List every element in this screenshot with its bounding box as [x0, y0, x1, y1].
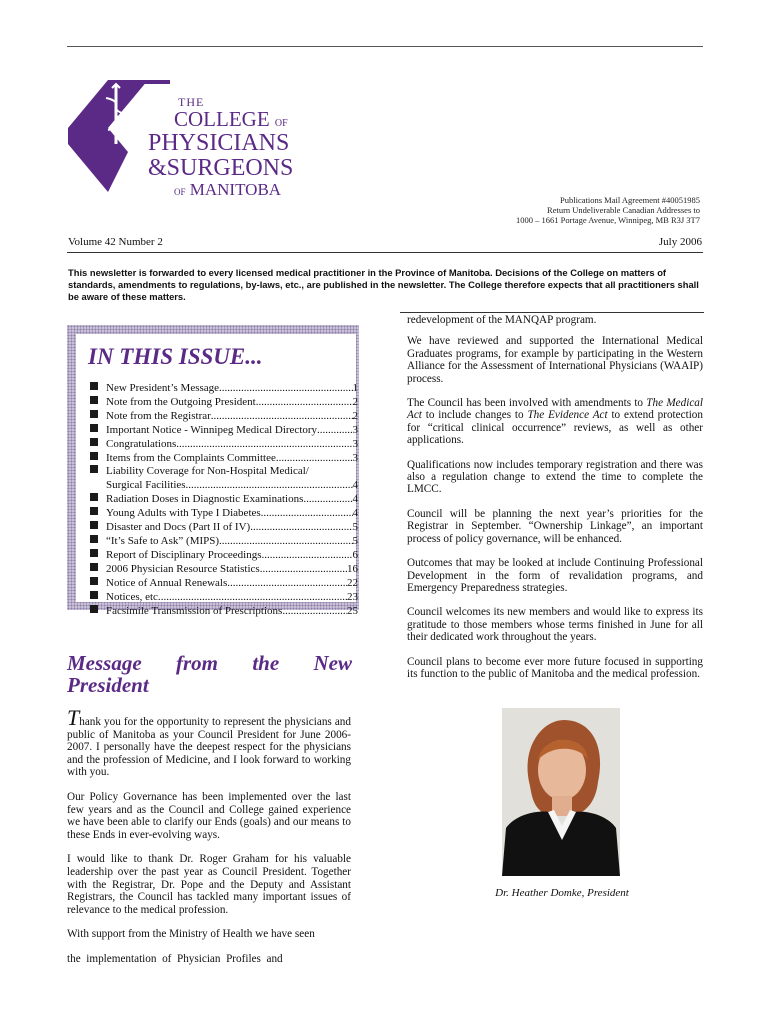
contents-item: [90, 605, 358, 619]
message-paragraph-4: With support from the Ministry of Health we have seen: [67, 928, 315, 941]
bullet-icon: [90, 410, 98, 418]
contents-item-page: 3: [352, 423, 358, 436]
contents-item-title: Radiation Doses in Diagnostic Examinations: [106, 493, 304, 506]
contents-item-page: 22: [347, 576, 358, 589]
right-paragraph-6: Council welcomes its new members and would like to express its gratitude to those members whose terms finished in June for all their dedicated work throughout the years.: [407, 606, 703, 644]
contents-item-title: Note from the Registrar: [106, 409, 211, 422]
logo-the: THE: [178, 95, 205, 109]
dot-leader: [161, 591, 347, 605]
column-rule: [400, 312, 704, 313]
contents-item-page: 5: [352, 521, 358, 534]
mail-agreement: Publications Mail Agreement #40051985 Return Undeliverable Canadian Addresses to 1000 – 1661 Portage Avenue, Winnipeg, MB R3J 3T7: [516, 195, 700, 225]
message-paragraph-3: I would like to thank Dr. Roger Graham for his valuable leadership over the past year as Council President. Together with the Registrar, Dr. Pope and the Deputy and Assistant Registrars, the Council has tackled many important issues of relevance to the medical profession.: [67, 853, 351, 916]
dot-leader: [219, 535, 352, 549]
contents-item: [90, 549, 358, 563]
contents-item: [90, 424, 358, 438]
dot-leader: [250, 521, 352, 535]
message-heading: Message from the New President: [67, 651, 352, 697]
contents-item: [90, 577, 358, 591]
bullet-icon: [90, 396, 98, 404]
bullet-icon: [90, 465, 98, 473]
dot-leader: [256, 396, 353, 410]
contents-list: [90, 382, 358, 618]
contents-item-title: Congratulations: [106, 437, 177, 450]
contents-item-title: New President’s Message: [106, 382, 220, 394]
dot-leader: [276, 452, 353, 466]
volume-number: Volume 42 Number 2: [68, 236, 163, 248]
contents-title: IN THIS ISSUE...: [88, 344, 263, 369]
bullet-icon: [90, 452, 98, 460]
contents-item-page: 3: [352, 437, 358, 450]
photo-caption: Dr. Heather Domke, President: [495, 887, 629, 899]
right-paragraph-1: We have reviewed and supported the International Medical Graduates programs, for example by participating in the Western Alliance for the Assessment of International Physicians (WAAIP) process.: [407, 335, 703, 385]
contents-item: [90, 382, 358, 396]
right-column-body: [407, 314, 703, 692]
right-paragraph-5: Outcomes that may be looked at include Continuing Professional Development in the form of revalidation programs, and Emergency Preparedness strategies.: [407, 557, 703, 594]
logo-surgeons: &SURGEONS: [148, 155, 294, 181]
bullet-icon: [90, 438, 98, 446]
contents-item: [90, 493, 358, 507]
contents-item-title: Notices, etc.: [106, 590, 161, 603]
contents-item-page: 23: [347, 590, 358, 603]
president-photo: [502, 708, 620, 876]
dot-leader: [317, 424, 352, 438]
contents-item: [90, 479, 358, 493]
contents-item-page: 16: [347, 562, 358, 575]
contents-item-title: Note from the Outgoing President: [106, 395, 256, 408]
contents-item: [90, 591, 358, 605]
right-paragraph-3: Qualifications now includes temporary registration and there was also a regulation change to extend the time to complete the LMCC.: [407, 458, 703, 496]
contents-item-page: 2: [352, 395, 358, 408]
right-paragraph-2: The Council has been involved with amendments to The Medical Act to include changes to The Evidence Act to extend protection for “critical clinical occurrence” reviews, as well as other applications.: [407, 397, 704, 447]
contents-item-title: Items from the Complaints Committee: [106, 451, 276, 464]
message-paragraph-2: Our Policy Governance has been implemented over the last few years and as the Council and College gained experience we have been able to clarify our Ends (goals) and our means to these Ends in ever-evolving ways.: [67, 790, 351, 841]
right-paragraph-4: Council will be planning the next year’s priorities for the Registrar in September. “Ownership Linkage”, an important process of policy governance, will be enhanced.: [407, 507, 703, 545]
contents-item-page: 1: [352, 382, 358, 394]
bullet-icon: [90, 535, 98, 543]
contents-item-title: Important Notice - Winnipeg Medical Directory: [106, 423, 318, 436]
contents-item: [90, 563, 358, 577]
dot-leader: [261, 507, 353, 521]
contents-item: [90, 438, 358, 452]
dot-leader: [211, 410, 353, 424]
distribution-notice: This newsletter is forwarded to every licensed medical practitioner in the Province of Manitoba. Decisions of the College on matters of standards, amendments to regulations, by-laws, etc., are published in the newsletter. The College therefore expects that all practitioners shall be aware of these matters.: [68, 267, 699, 302]
top-rule: [67, 46, 703, 47]
contents-item-page: 5: [352, 534, 358, 547]
bullet-icon: [90, 424, 98, 432]
contents-item: [90, 396, 358, 410]
contents-item-title: “It’s Safe to Ask” (MIPS): [106, 534, 220, 547]
contents-item-page: 6: [352, 548, 358, 561]
contents-item-page: 4: [352, 493, 358, 506]
contents-item-title: Liability Coverage for Non-Hospital Medical/: [106, 465, 309, 478]
message-paragraph-1: Thank you for the opportunity to represent the physicians and public of Manitoba as your Council President for June 2006-2007. I personally have the deepest respect for the physicians and the profession of Medicine, and I look forward to working with you.: [67, 705, 351, 779]
bullet-icon: [90, 591, 98, 599]
contents-item-title: Young Adults with Type I Diabetes: [106, 507, 261, 520]
bullet-icon: [90, 507, 98, 515]
contents-item-title: Notice of Annual Renewals: [106, 576, 228, 589]
header-rule: [67, 252, 703, 253]
contents-item: [90, 535, 358, 549]
dot-leader: [219, 382, 352, 396]
contents-item-page: 3: [352, 451, 358, 464]
in-this-issue-box: [67, 325, 359, 617]
dot-leader: [176, 438, 352, 452]
contents-item: [90, 452, 358, 466]
bullet-icon: [90, 493, 98, 501]
contents-item: [90, 410, 358, 424]
logo-manitoba: OF MANITOBA: [174, 180, 282, 199]
contents-item-page: 2: [352, 409, 358, 422]
contents-item-page: 25: [347, 604, 358, 617]
dot-leader: [186, 479, 353, 493]
contents-item: [90, 465, 358, 479]
contents-item: [90, 521, 358, 535]
college-wordmark: [148, 96, 293, 198]
contents-item-title: Surgical Facilities: [106, 479, 186, 492]
bullet-icon: [90, 563, 98, 571]
dot-leader: [282, 605, 347, 619]
contents-item-page: 4: [352, 507, 358, 520]
logo-physicians: PHYSICIANS: [148, 130, 290, 156]
bullet-icon: [90, 605, 98, 613]
contents-item-title: Report of Disciplinary Proceedings: [106, 548, 262, 561]
president-message-body: [67, 705, 351, 978]
dot-leader: [227, 577, 347, 591]
logo-college: COLLEGE OF: [174, 107, 288, 131]
right-paragraph-7: Council plans to become ever more future focused in supporting its function to the public of Manitoba and the medical profession.: [407, 655, 703, 680]
bullet-icon: [90, 577, 98, 585]
dot-leader: [303, 493, 352, 507]
contents-item-title: 2006 Physician Resource Statistics: [106, 562, 260, 575]
right-paragraph-0: redevelopment of the MANQAP program.: [407, 314, 597, 326]
dot-leader: [262, 549, 353, 563]
bullet-icon: [90, 382, 98, 390]
bullet-icon: [90, 521, 98, 529]
issue-date: July 2006: [658, 236, 702, 248]
dot-leader: [260, 563, 347, 577]
contents-item-page: 4: [352, 479, 358, 492]
contents-item: [90, 507, 358, 521]
contents-item-title: Facsimile Transmission of Prescriptions: [106, 604, 283, 617]
message-paragraph-5: the implementation of Physician Profiles and: [67, 952, 283, 965]
contents-item-title: Disaster and Docs (Part II of IV): [106, 521, 251, 534]
bullet-icon: [90, 549, 98, 557]
